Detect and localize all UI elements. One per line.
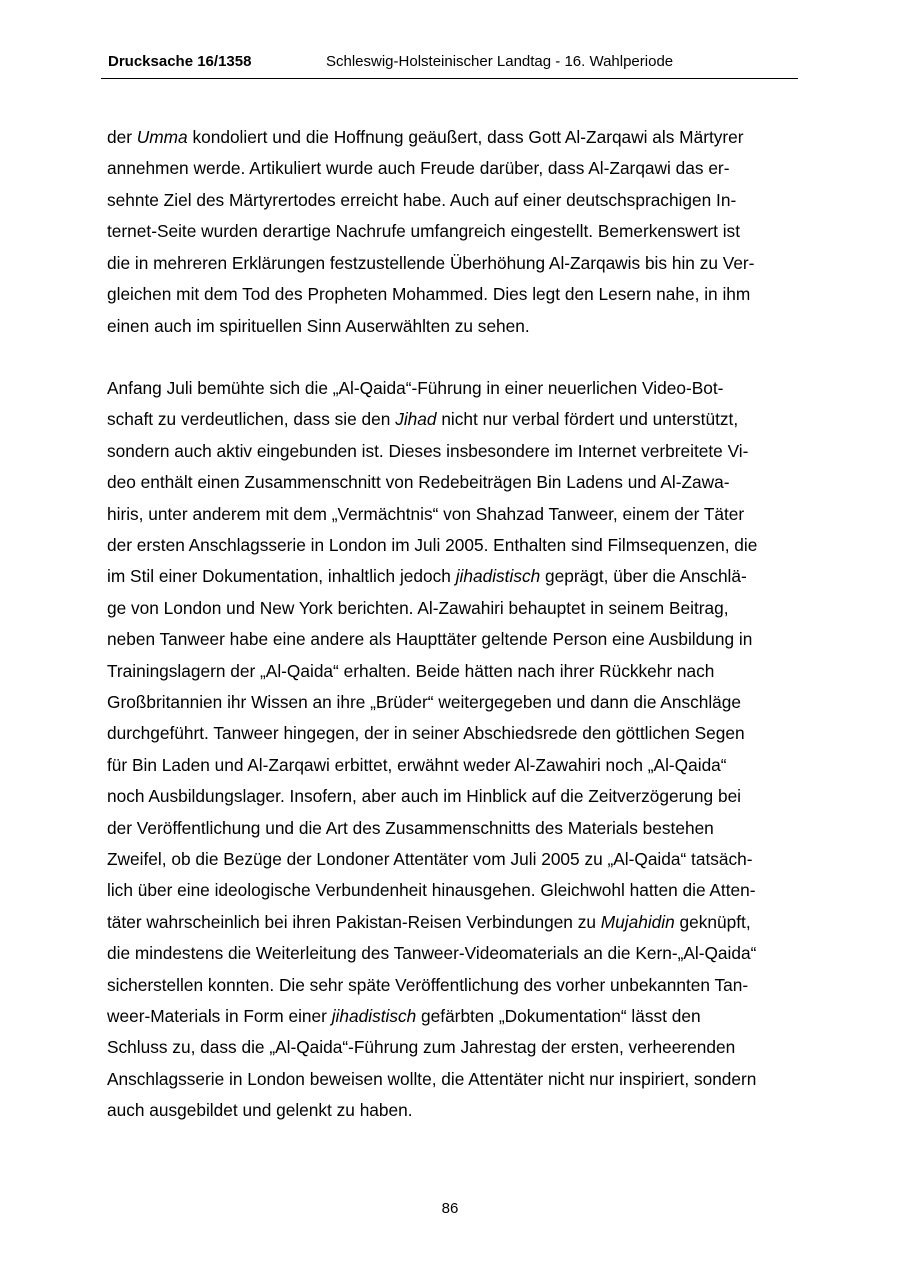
text-line: hiris, unter anderem mit dem „Vermächtnis“ von Shahzad Tanweer, einem der Täter [107,504,745,524]
text-line: Anfang Juli bemühte sich die „Al-Qaida“-Führung in einer neuerlichen Video-Bot- [107,378,724,398]
text-line: einen auch im spirituellen Sinn Auserwählten zu sehen. [107,316,530,336]
parliament-title: Schleswig-Holsteinischer Landtag - 16. Wahlperiode [326,53,674,70]
text-line: durchgeführt. Tanweer hingegen, der in seiner Abschiedsrede den göttlichen Segen [107,723,745,743]
page-number: 86 [441,1200,459,1217]
text-line: die mindestens die Weiterleitung des Tanweer-Videomaterials an die Kern-„Al-Qaida“ [107,943,757,963]
text-line: deo enthält einen Zusammenschnitt von Redebeiträgen Bin Ladens und Al-Zawa- [107,472,730,492]
italic-term: Jihad [395,409,437,429]
text-line: lich über eine ideologische Verbundenheit hinausgehen. Gleichwohl hatten die Atten- [107,880,756,900]
text-line: der ersten Anschlagsserie in London im Juli 2005. Enthalten sind Filmsequenzen, die [107,535,758,555]
text-line: sehnte Ziel des Märtyrertodes erreicht habe. Auch auf einer deutschsprachigen In- [107,190,737,210]
text-line: der Umma kondoliert und die Hoffnung geäußert, dass Gott Al-Zarqawi als Märtyrer [107,127,744,147]
text-line: annehmen werde. Artikuliert wurde auch Freude darüber, dass Al-Zarqawi das er- [107,158,730,178]
text-line: ternet-Seite wurden derartige Nachrufe umfangreich eingestellt. Bemerkenswert ist [107,221,740,241]
text-line: schaft zu verdeutlichen, dass sie den Jihad nicht nur verbal fördert und unterstützt, [107,409,739,429]
text-line: im Stil einer Dokumentation, inhaltlich jedoch jihadistisch geprägt, über die Anschlä- [107,566,747,586]
text-line: weer-Materials in Form einer jihadistisch gefärbten „Dokumentation“ lässt den [107,1006,701,1026]
text-line: Großbritannien ihr Wissen an ihre „Brüder“ weitergegeben und dann die Anschläge [107,692,742,712]
text-line: noch Ausbildungslager. Insofern, aber auch im Hinblick auf die Zeitverzögerung bei [107,786,742,806]
text-line: sicherstellen konnten. Die sehr späte Veröffentlichung des vorher unbekannten Tan- [107,975,749,995]
text-line: Schluss zu, dass die „Al-Qaida“-Führung zum Jahrestag der ersten, verheerenden [107,1037,736,1057]
text-line: auch ausgebildet und gelenkt zu haben. [107,1100,413,1120]
page-header [101,50,798,79]
text-line: die in mehreren Erklärungen festzustellende Überhöhung Al-Zarqawis bis hin zu Ver- [107,253,755,273]
italic-term: Mujahidin [600,912,675,932]
text-line: der Veröffentlichung und die Art des Zusammenschnitts des Materials bestehen [107,818,714,838]
text-line: ge von London und New York berichten. Al-Zawahiri behauptet in seinem Beitrag, [107,598,729,618]
italic-term: jihadistisch [331,1006,417,1026]
text-line: Anschlagsserie in London beweisen wollte, die Attentäter nicht nur inspiriert, sondern [107,1069,757,1089]
text-line: Trainingslagern der „Al-Qaida“ erhalten. Beide hätten nach ihrer Rückkehr nach [107,661,715,681]
italic-term: jihadistisch [455,566,541,586]
text-line: Zweifel, ob die Bezüge der Londoner Attentäter vom Juli 2005 zu „Al-Qaida“ tatsäch- [107,849,753,869]
text-line: täter wahrscheinlich bei ihren Pakistan-Reisen Verbindungen zu Mujahidin geknüpft, [107,912,751,932]
text-line: für Bin Laden und Al-Zarqawi erbittet, erwähnt weder Al-Zawahiri noch „Al-Qaida“ [107,755,727,775]
text-line: gleichen mit dem Tod des Propheten Mohammed. Dies legt den Lesern nahe, in ihm [107,284,751,304]
text-line: neben Tanweer habe eine andere als Haupttäter geltende Person eine Ausbildung in [107,629,753,649]
text-line: sondern auch aktiv eingebunden ist. Dieses insbesondere im Internet verbreitete Vi- [107,441,749,461]
italic-term: Umma [136,127,188,147]
document-number: Drucksache 16/1358 [108,53,252,70]
